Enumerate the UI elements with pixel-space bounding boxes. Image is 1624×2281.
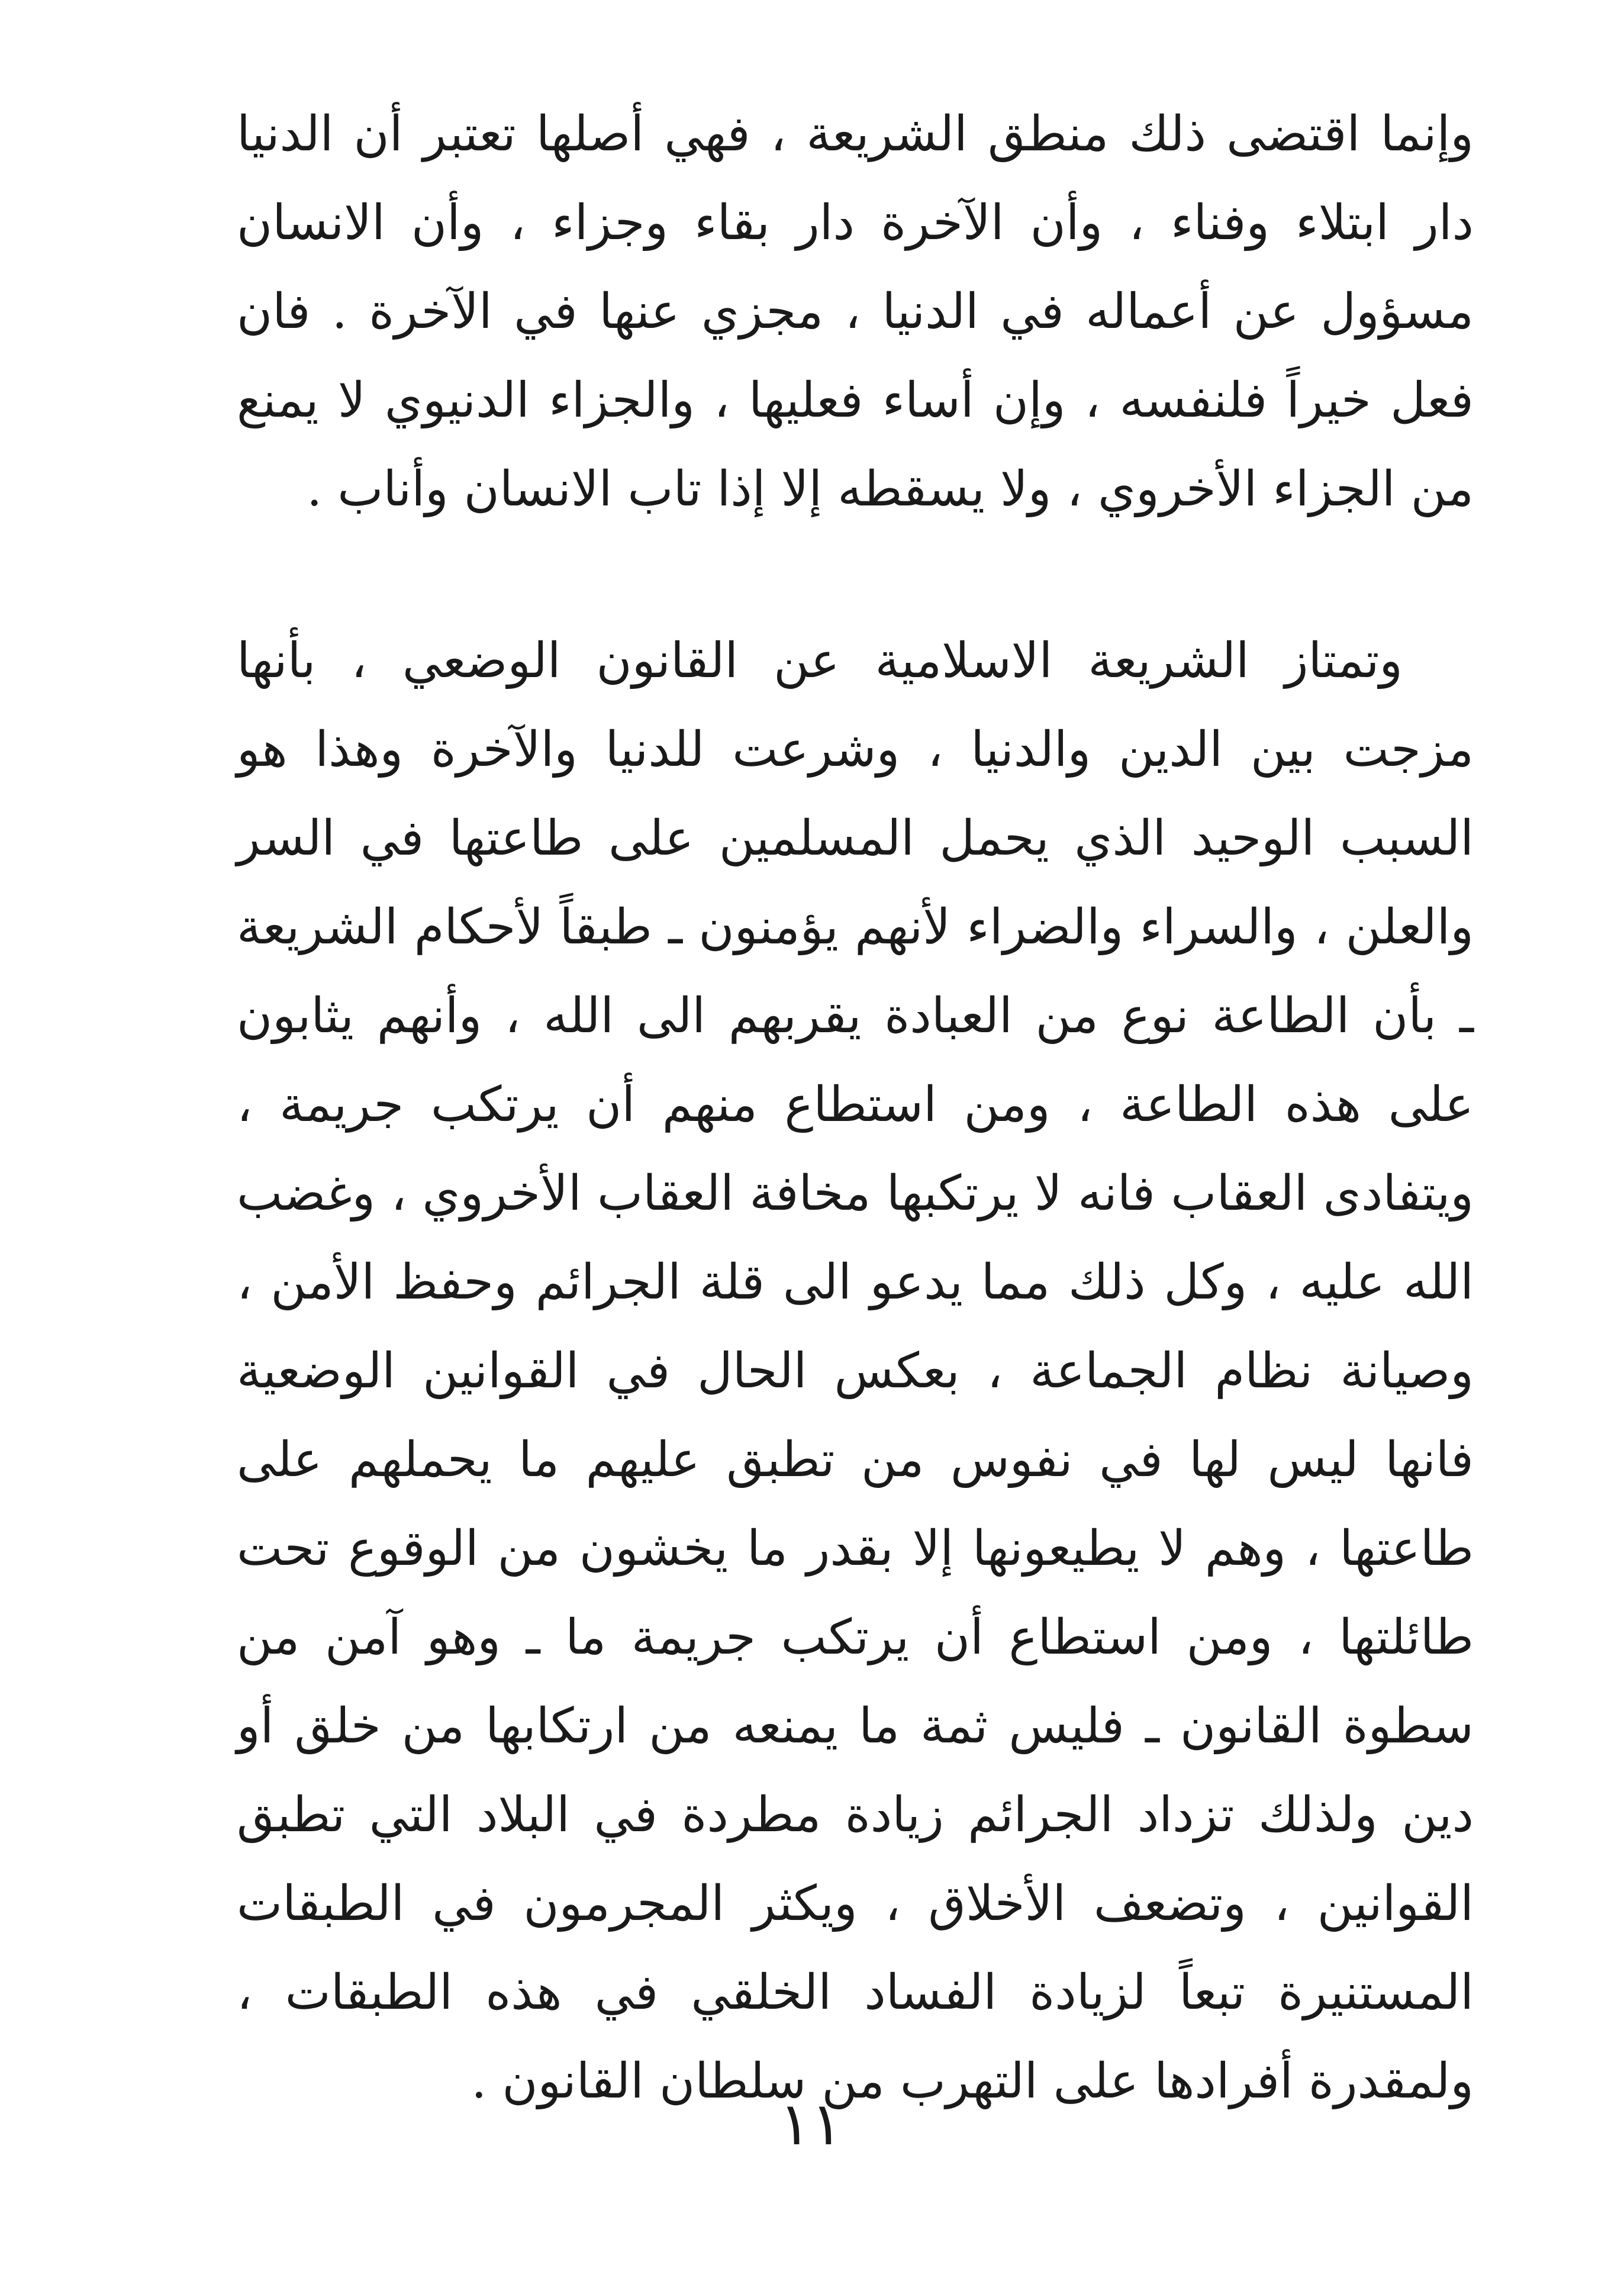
paragraph-1: وإنما اقتضى ذلك منطق الشريعة ، فهي أصلها تعتبر أن الدنيا دار ابتلاء وفناء ، وأن الآخرة دار بقاء وجزاء ، وأن الانسان مسؤول عن أعماله في الدنيا ، مجزي عنها في الآخرة . فان فعل خيراً فلنفسه ، وإن أساء فعليها ، والجزاء الدنيوي لا يمنع من الجزاء الأخروي ، ولا يسقطه إلا إذا تاب الانسان وأناب . <box>237 106 1474 517</box>
page-number: ١١ <box>779 2089 843 2158</box>
paragraph-2: وتمتاز الشريعة الاسلامية عن القانون الوضعي ، بأنها مزجت بين الدين والدنيا ، وشرعت للدنيا والآخرة وهذا هو السبب الوحيد الذي يحمل المسلمين على طاعتها في السر والعلن ، والسراء والضراء لأنهم يؤمنون ـ طبقاً لأحكام الشريعة ـ بأن الطاعة نوع من العبادة يقربهم الى الله ، وأنهم يثابون على هذه الطاعة ، ومن استطاع منهم أن يرتكب جريمة ، ويتفادى العقاب فانه لا يرتكبها مخافة العقاب الأخروي ، وغضب الله عليه ، وكل ذلك مما يدعو الى قلة الجرائم وحفظ الأمن ، وصيانة نظام الجماعة ، بعكس الحال في القوانين الوضعية فانها ليس لها في نفوس من تطبق عليهم ما يحملهم على طاعتها ، وهم لا يطيعونها إلا بقدر ما يخشون من الوقوع تحت طائلتها ، ومن استطاع أن يرتكب جريمة ما ـ وهو آمن من سطوة القانون ـ فليس ثمة ما يمنعه من ارتكابها من خلق أو دين ولذلك تزداد الجرائم زيادة مطردة في البلاد التي تطبق القوانين ، وتضعف الأخلاق ، ويكثر المجرمون في الطبقات المستنيرة تبعاً لزيادة الفساد الخلقي في هذه الطبقات ، ولمقدرة أفرادها على التهرب من سلطان القانون . <box>237 633 1474 2109</box>
